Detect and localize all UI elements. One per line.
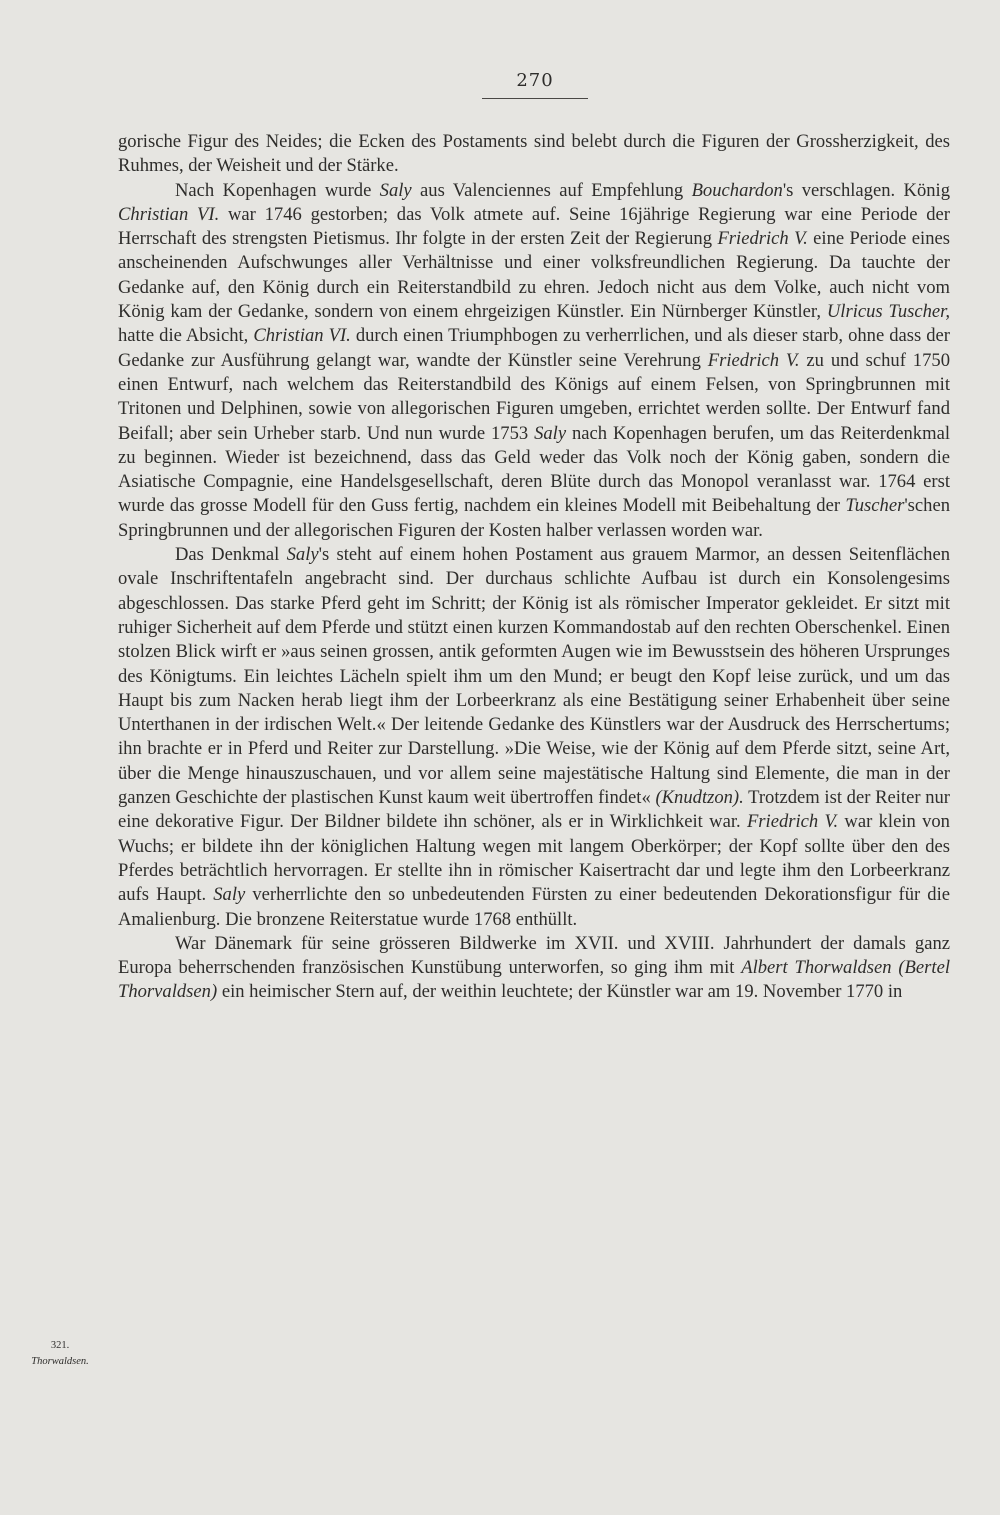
italic-text: Friedrich V.	[717, 228, 808, 250]
italic-text: Ulricus Tuscher,	[826, 301, 950, 323]
text-run: nach Kopenhagen berufen, um das Reiterdenkmal zu beginnen. Wieder ist bezeichnend, dass das Geld weder das Volk noch der König gaben, sondern die Asiatische Compagnie, eine Handelsgesellschaft, deren Blüte durch das Monopol veranlasst war. 1764 erst wurde das grosse Modell für den Guss fertig, nachdem ein kleines Modell mit Beibehaltung der	[118, 422, 950, 517]
text-run: zu und schuf 1750 einen Entwurf, nach welchem das Reiterstandbild des Königs auf einem Felsen, von Springbrunnen mit Tritonen und Delphinen, sowie von allegorischen Figuren umgeben, errichtet werden sollte. Der Entwurf fand Beifall; aber sein Urheber starb. Und nun wurde 1753	[118, 349, 950, 444]
text-run: war 1746 gestorben; das Volk atmete auf. Seine 16jährige Regierung war eine Periode der Herrschaft des strengsten Pietismus. Ihr folgte in der ersten Zeit der Regierung	[118, 203, 951, 250]
text-run: Nach Kopenhagen wurde	[175, 179, 380, 201]
text-run: War Dänemark für seine grösseren Bildwerke im XVII. und XVIII. Jahrhundert der damals ganz Europa beherrschenden französischen Kunstübung unterworfen, so ging ihm mit	[118, 932, 950, 979]
italic-text: Saly	[286, 544, 319, 566]
page-number-rule	[482, 98, 588, 99]
text-run: durch einen Triumphbogen zu verherrlichen, und als dieser starb, ohne dass der Gedanke zur Ausführung gelangt war, wandte der Künstler seine Verehrung	[118, 325, 950, 371]
text-run: eine Periode eines anscheinenden Aufschwunges aller Verhältnisse und einer volksfreundlichen Regierung. Da tauchte der Gedanke auf, den König durch ein Reiterstandbild zu ehren. Jedoch nicht aus dem Volke, auch nicht vom König kam der Gedanke, sondern von einem ehrgeizigen Künstler. Ein Nürnberger Künstler,	[118, 228, 950, 323]
text-run: aus Valenciennes auf Empfehlung	[411, 179, 692, 201]
text-run: 's verschlagen. König	[782, 179, 950, 201]
paragraph	[118, 543, 950, 932]
paragraph	[118, 179, 950, 543]
italic-text: Tuscher	[845, 495, 905, 517]
text-run: Das Denkmal	[175, 544, 287, 566]
margin-note-name: Thorwaldsen.	[31, 1356, 89, 1367]
body-text	[118, 130, 950, 1005]
italic-text: Bouchardon	[691, 179, 783, 201]
text-run: 'schen Springbrunnen und der allegorischen Figuren der Kosten halber verlassen worden war.	[118, 495, 950, 541]
margin-note	[10, 1338, 110, 1370]
text-run: Trotzdem ist der Reiter nur eine dekorative Figur. Der Bildner bildete ihn schöner, als er in Wirklichkeit war.	[118, 787, 950, 833]
text-run: ein heimischer Stern auf, der weithin leuchtete; der Künstler war am 19. November 1770 in	[217, 981, 903, 1003]
italic-text: Saly	[213, 884, 246, 906]
paragraph	[118, 932, 950, 1005]
text-run: hatte die Absicht,	[118, 325, 254, 347]
text-run: war klein von Wuchs; er bildete ihn der königlichen Haltung wegen mit langem Oberkörper; der Kopf sollte über den des Pferdes beträchtlich hervorragen. Er stellte ihn in römischer Kaisertracht dar und legte ihm den Lorbeerkranz aufs Haupt.	[118, 811, 950, 906]
paragraph	[118, 130, 950, 179]
italic-text: Saly	[534, 422, 567, 444]
italic-text: Friedrich V.	[707, 349, 800, 371]
italic-text: Christian VI.	[253, 325, 351, 347]
italic-text: (Knudtzon).	[655, 787, 744, 809]
page-number: 270	[516, 70, 554, 91]
text-run: 's steht auf einem hohen Postament aus grauem Marmor, an dessen Seitenflächen ovale Inschriftentafeln angebracht sind. Der durchaus schlichte Aufbau ist durch ein Konsolengesims abgeschlossen. Das starke Pferd geht im Schritt; der König ist als römischer Imperator gekleidet. Er sitzt mit ruhiger Sicherheit auf dem Pferde und stützt einen kurzen Kommandostab auf den rechten Oberschenkel. Einen stolzen Blick wirft er »aus seinen grossen, antik geformten Augen wie im Bewusstsein des höheren Ursprunges des Königtums. Ein leichtes Lächeln spielt ihm um den Mund; er beugt den Kopf leise zurück, und um das Haupt bis zum Nacken herab liegt ihm der Lorbeerkranz als eine Bestätigung seiner Erhabenheit über seine Unterthanen in der irdischen Welt.« Der leitende Gedanke des Künstlers war der Ausdruck des Herrschertums; ihn brachte er in Pferd und Reiter zur Darstellung. »Die Weise, wie der König auf dem Pferde sitzt, seine Art, über die Menge hinauszuschauen, und vor allem seine majestätische Haltung sind Elemente, die man in der ganzen Geschichte der plastischen Kunst kaum weit übertroffen findet«	[118, 544, 950, 809]
text-run: verherrlichte den so unbedeutenden Fürsten zu einer bedeutenden Dekorationsfigur für die Amalienburg. Die bronzene Reiterstatue wurde 1768 enthüllt.	[118, 884, 950, 930]
italic-text: Albert Thorwaldsen (Bertel Thorvaldsen)	[118, 957, 950, 1003]
margin-note-number: 321.	[50, 1340, 70, 1351]
text-run: gorische Figur des Neides; die Ecken des Postaments sind belebt durch die Figuren der Grossherzigkeit, des Ruhmes, der Weisheit und der Stärke.	[118, 131, 950, 177]
italic-text: Friedrich V.	[746, 811, 839, 833]
italic-text: Saly	[379, 179, 412, 201]
italic-text: Christian VI.	[118, 203, 220, 225]
